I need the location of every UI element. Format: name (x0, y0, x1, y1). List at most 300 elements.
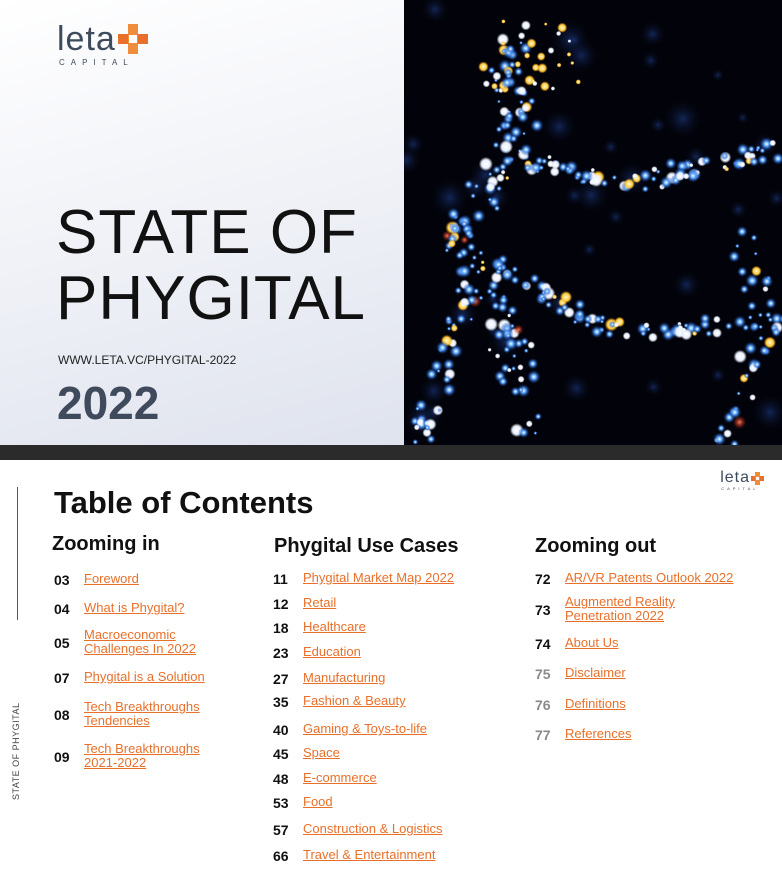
light-particle (751, 322, 760, 331)
light-particle (739, 161, 745, 167)
toc-link[interactable]: Tech Breakthroughs 2021-2022 (84, 741, 200, 770)
light-particle (461, 220, 468, 227)
light-particle (470, 193, 476, 199)
light-particle (493, 329, 505, 341)
light-particle (612, 175, 618, 181)
bokeh-particle (562, 374, 590, 402)
light-particle (513, 325, 523, 335)
light-particle (447, 208, 460, 221)
light-particle (502, 155, 514, 167)
light-particle (460, 297, 470, 307)
toc-entry[interactable] (273, 822, 442, 838)
bokeh-particle (642, 51, 660, 69)
light-particle (447, 326, 452, 331)
toc-link[interactable]: Phygital is a Solution (84, 669, 205, 684)
light-particle (639, 169, 652, 182)
light-particle (693, 324, 702, 333)
cover-year: 2022 (57, 377, 160, 429)
light-particle (557, 63, 562, 68)
light-particle (497, 100, 501, 104)
bokeh-particle (711, 69, 724, 82)
toc-link[interactable]: E-commerce (303, 770, 377, 785)
column-heading-zooming-in: Zooming in (52, 533, 160, 555)
light-particle (508, 61, 516, 69)
toc-link[interactable]: Healthcare (303, 619, 366, 634)
light-particle (648, 333, 658, 343)
light-particle (541, 290, 545, 294)
light-particle (495, 353, 500, 358)
light-particle (503, 121, 512, 130)
bokeh-particle (582, 242, 597, 257)
light-particle (534, 413, 542, 421)
toc-entry[interactable] (535, 636, 618, 652)
light-particle (524, 348, 529, 353)
toc-link[interactable]: Augmented Reality Penetration 2022 (565, 594, 675, 623)
light-particle (772, 152, 782, 164)
light-particle (734, 350, 747, 363)
logo-subtitle: CAPITAL (721, 486, 759, 491)
light-particle (527, 341, 535, 349)
cover-title-line1: STATE OF (56, 198, 358, 267)
page-number: 66 (273, 848, 289, 864)
light-particle (548, 47, 555, 54)
light-particle (488, 348, 492, 352)
toc-link[interactable]: Macroeconomic Challenges In 2022 (84, 627, 197, 656)
logo-wordmark: leta (720, 469, 750, 486)
toc-entry[interactable] (535, 697, 626, 713)
light-particle (517, 111, 529, 123)
light-particle (538, 165, 544, 171)
page-number: 04 (54, 601, 70, 617)
light-particle (591, 168, 595, 172)
logo-subtitle: CAPITAL (59, 58, 134, 67)
section-divider (0, 445, 782, 460)
toc-entry[interactable] (273, 596, 336, 612)
light-particle (537, 52, 546, 61)
bokeh-particle (607, 208, 624, 225)
light-particle (496, 185, 502, 191)
bokeh-particle (710, 367, 726, 383)
toc-entry[interactable] (54, 700, 209, 728)
light-particle (464, 229, 473, 238)
light-particle (751, 234, 758, 241)
light-particle (476, 269, 481, 274)
light-particle (521, 20, 531, 30)
light-particle (749, 394, 756, 401)
light-particle (642, 185, 650, 193)
light-particle (519, 41, 523, 45)
light-particle (544, 22, 547, 25)
light-particle (504, 337, 518, 351)
light-particle (665, 158, 677, 170)
light-particle (414, 424, 420, 430)
light-particle (545, 301, 552, 308)
light-particle (505, 112, 514, 121)
light-particle (492, 141, 499, 148)
light-particle (507, 368, 512, 373)
leta-capital-logo-small (720, 470, 764, 491)
light-particle (733, 415, 747, 429)
toc-entry[interactable] (54, 670, 224, 686)
page-number: 72 (535, 571, 551, 587)
light-particle (547, 155, 552, 160)
light-particle (594, 315, 603, 324)
light-particle (557, 23, 567, 33)
page-number: 05 (54, 635, 70, 651)
light-particle (519, 100, 524, 105)
light-particle (450, 223, 460, 233)
light-particle (728, 251, 740, 263)
light-particle (514, 67, 523, 76)
toc-link[interactable]: About Us (565, 635, 619, 650)
light-particle (501, 170, 506, 175)
light-particle (436, 341, 449, 354)
toc-entry[interactable] (54, 628, 214, 656)
light-particle (526, 420, 533, 427)
toc-entry[interactable] (273, 795, 333, 811)
light-particle (506, 44, 515, 53)
light-particle (640, 330, 647, 337)
light-particle (751, 266, 762, 277)
light-particle (614, 322, 619, 327)
light-particle (456, 314, 466, 324)
light-particle (490, 291, 498, 299)
light-particle (624, 178, 635, 189)
light-particle (528, 97, 536, 105)
side-label: STATE OF PHYGITAL (11, 702, 21, 800)
page-number: 03 (54, 572, 70, 588)
light-particle (483, 80, 490, 87)
page-number: 11 (273, 571, 288, 587)
light-particle (523, 163, 532, 172)
toc-entry[interactable] (535, 595, 690, 623)
light-particle (526, 38, 536, 48)
side-rule (17, 487, 18, 620)
light-particle (505, 333, 511, 339)
light-particle (501, 19, 505, 23)
page-number: 53 (273, 795, 289, 811)
light-particle (584, 315, 593, 324)
light-particle (522, 104, 530, 112)
bokeh-particle (729, 200, 748, 219)
light-particle (507, 305, 517, 315)
light-particle (769, 140, 776, 147)
cover-image-particle-figure (404, 0, 782, 445)
light-particle (448, 240, 456, 248)
light-particle (551, 86, 555, 90)
page-number: 73 (535, 602, 551, 618)
light-particle (735, 244, 740, 249)
light-particle (488, 172, 493, 177)
toc-link[interactable]: Travel & Entertainment (303, 847, 436, 862)
light-particle (600, 179, 608, 187)
page-number: 75 (535, 666, 551, 682)
toc-link[interactable]: Retail (303, 595, 337, 610)
toc-link[interactable]: Food (303, 794, 333, 809)
toc-title: Table of Contents (54, 485, 314, 520)
toc-entry[interactable] (54, 572, 224, 588)
bokeh-particle (737, 111, 750, 124)
light-particle (517, 86, 527, 96)
cover-url: WWW.LETA.VC/PHYGITAL-2022 (58, 353, 237, 367)
light-particle (744, 373, 750, 379)
toc-link[interactable]: Disclaimer (565, 665, 626, 680)
light-particle (565, 166, 571, 172)
toc-link[interactable]: Education (303, 644, 361, 659)
toc-entry[interactable] (273, 694, 406, 710)
page-number: 57 (273, 822, 289, 838)
light-particle (723, 429, 732, 438)
light-particle (474, 184, 479, 189)
light-particle (737, 267, 747, 277)
bokeh-particle (565, 186, 584, 205)
light-particle (518, 376, 525, 383)
light-particle (478, 250, 484, 256)
light-particle (469, 263, 476, 270)
light-particle (499, 140, 513, 154)
page-number: 45 (273, 746, 289, 762)
light-particle (771, 327, 781, 337)
light-particle (643, 322, 649, 328)
light-particle (512, 354, 517, 359)
toc-entry[interactable] (535, 571, 733, 587)
light-particle (674, 327, 686, 339)
light-particle (747, 301, 757, 311)
light-particle (492, 165, 501, 174)
toc-entry[interactable] (54, 742, 209, 770)
light-particle (568, 39, 572, 43)
cover-title (56, 200, 366, 332)
light-particle (491, 301, 500, 310)
toc-entry[interactable] (54, 601, 224, 617)
toc-link[interactable]: Gaming & Toys-to-life (303, 721, 428, 736)
light-particle (521, 280, 531, 290)
light-particle (701, 156, 711, 166)
bokeh-particle (644, 378, 662, 396)
light-particle (560, 291, 572, 303)
light-particle (424, 424, 430, 430)
bokeh-particle (603, 139, 619, 155)
light-particle (505, 176, 509, 180)
light-particle (720, 152, 728, 160)
light-particle (605, 330, 614, 339)
light-particle (517, 364, 523, 370)
light-particle (442, 375, 451, 384)
toc-link[interactable]: AR/VR Patents Outlook 2022 (565, 570, 734, 585)
bokeh-particle (752, 394, 782, 430)
light-particle (530, 273, 540, 283)
light-particle (753, 360, 762, 369)
light-particle (740, 285, 749, 294)
page-number: 40 (273, 722, 289, 738)
page-number: 48 (273, 771, 289, 787)
light-particle (754, 252, 758, 256)
light-particle (712, 328, 722, 338)
toc-link[interactable]: References (565, 726, 632, 741)
toc-link[interactable]: What is Phygital? (84, 600, 185, 615)
light-particle (443, 383, 456, 396)
toc-link[interactable]: Manufacturing (303, 670, 386, 685)
light-particle (591, 326, 604, 339)
light-particle (491, 83, 498, 90)
light-particle (755, 148, 759, 152)
light-particle (464, 180, 474, 190)
cover-left-panel (0, 0, 404, 445)
toc-link[interactable]: Fashion & Beauty (303, 693, 406, 708)
light-particle (724, 167, 729, 172)
light-particle (527, 370, 541, 384)
toc-entry[interactable] (535, 666, 626, 682)
light-particle (436, 369, 440, 373)
light-particle (501, 77, 513, 89)
light-particle (705, 330, 712, 337)
light-particle (415, 406, 420, 411)
page-number: 77 (535, 727, 551, 743)
light-particle (518, 427, 529, 438)
light-particle (484, 317, 498, 331)
light-particle (623, 332, 631, 340)
page-number: 18 (273, 620, 289, 636)
light-particle (736, 391, 741, 396)
page-number: 76 (535, 697, 551, 713)
toc-entry[interactable] (535, 727, 631, 743)
light-particle (759, 345, 770, 356)
light-particle (473, 288, 480, 295)
light-particle (494, 205, 501, 212)
light-particle (524, 52, 530, 58)
toc-link[interactable]: Tech Breakthroughs Tendencies (84, 699, 200, 728)
light-particle (522, 132, 526, 136)
light-particle (575, 309, 586, 320)
light-particle (451, 325, 458, 332)
light-particle (472, 255, 478, 261)
toc-link[interactable]: Construction & Logistics (303, 821, 443, 836)
toc-entry[interactable] (273, 746, 340, 762)
page-number: 08 (54, 707, 70, 723)
column-heading-phygital-use-cases: Phygital Use Cases (274, 535, 459, 557)
light-particle (567, 52, 572, 57)
light-particle (734, 315, 747, 328)
light-particle (520, 144, 532, 156)
light-particle (496, 174, 505, 183)
page-number: 12 (273, 596, 289, 612)
light-particle (576, 79, 581, 84)
light-particle (437, 408, 441, 412)
light-particle (511, 387, 521, 397)
light-particle (532, 81, 537, 86)
light-particle (744, 342, 757, 355)
light-particle (761, 275, 773, 287)
light-particle (530, 119, 544, 133)
light-particle (573, 320, 578, 325)
light-particle (478, 62, 489, 73)
page-number: 09 (54, 749, 70, 765)
light-particle (552, 294, 557, 299)
light-particle (713, 316, 721, 324)
toc-link[interactable]: Definitions (565, 696, 626, 711)
light-particle (550, 167, 560, 177)
column-heading-zooming-out: Zooming out (535, 535, 657, 557)
toc-entry[interactable] (273, 620, 366, 636)
toc-link[interactable]: Foreword (84, 571, 139, 586)
light-particle (689, 163, 693, 167)
page-number: 35 (273, 694, 289, 710)
light-particle (541, 158, 548, 165)
light-particle (479, 157, 493, 171)
light-particle (469, 317, 473, 321)
light-particle (481, 260, 485, 264)
light-particle (537, 63, 547, 73)
light-particle (454, 287, 462, 295)
toc-entry[interactable] (273, 771, 377, 787)
toc-entry[interactable] (273, 848, 435, 864)
light-particle (758, 335, 764, 341)
light-particle (518, 32, 525, 39)
light-particle (561, 303, 569, 311)
light-particle (455, 251, 464, 260)
light-particle (748, 315, 753, 320)
light-particle (651, 166, 657, 172)
particle-figure-illustration (404, 0, 782, 445)
light-particle (501, 268, 514, 281)
leta-cross-logo-icon (751, 472, 764, 485)
light-particle (749, 157, 759, 167)
light-particle (501, 41, 505, 45)
light-particle (700, 313, 711, 324)
light-particle (426, 434, 435, 443)
bokeh-particle (673, 271, 701, 299)
light-particle (472, 209, 486, 223)
light-particle (736, 226, 747, 237)
page-number: 23 (273, 645, 289, 661)
toc-link[interactable]: Phygital Market Map 2022 (303, 570, 455, 585)
light-particle (498, 376, 508, 386)
light-particle (541, 296, 546, 301)
toc-entry[interactable] (273, 645, 361, 661)
light-particle (527, 358, 538, 369)
light-particle (765, 312, 772, 319)
logo-wordmark: leta (57, 20, 116, 58)
light-particle (533, 431, 537, 435)
light-particle (758, 312, 763, 317)
light-particle (443, 358, 455, 370)
light-particle (486, 182, 495, 191)
leta-cross-logo-icon (118, 24, 148, 54)
toc-link[interactable]: Space (303, 745, 340, 760)
page-number: 07 (54, 670, 70, 686)
page-number: 74 (535, 636, 551, 652)
light-particle (509, 134, 517, 142)
light-particle (765, 298, 776, 309)
light-particle (658, 322, 670, 334)
light-particle (496, 126, 503, 133)
bokeh-particle (542, 110, 576, 144)
light-particle (675, 171, 685, 181)
light-particle (511, 366, 516, 371)
light-particle (492, 72, 501, 81)
toc-entry[interactable] (273, 722, 427, 738)
light-particle (504, 68, 512, 76)
light-particle (540, 81, 550, 91)
bokeh-particle (640, 21, 666, 47)
light-particle (480, 266, 486, 272)
leta-capital-logo (57, 22, 148, 67)
bokeh-particle (421, 0, 448, 23)
bokeh-particle (767, 189, 782, 208)
toc-entry[interactable] (273, 671, 385, 687)
toc-entry[interactable] (273, 571, 454, 587)
light-particle (570, 61, 574, 65)
